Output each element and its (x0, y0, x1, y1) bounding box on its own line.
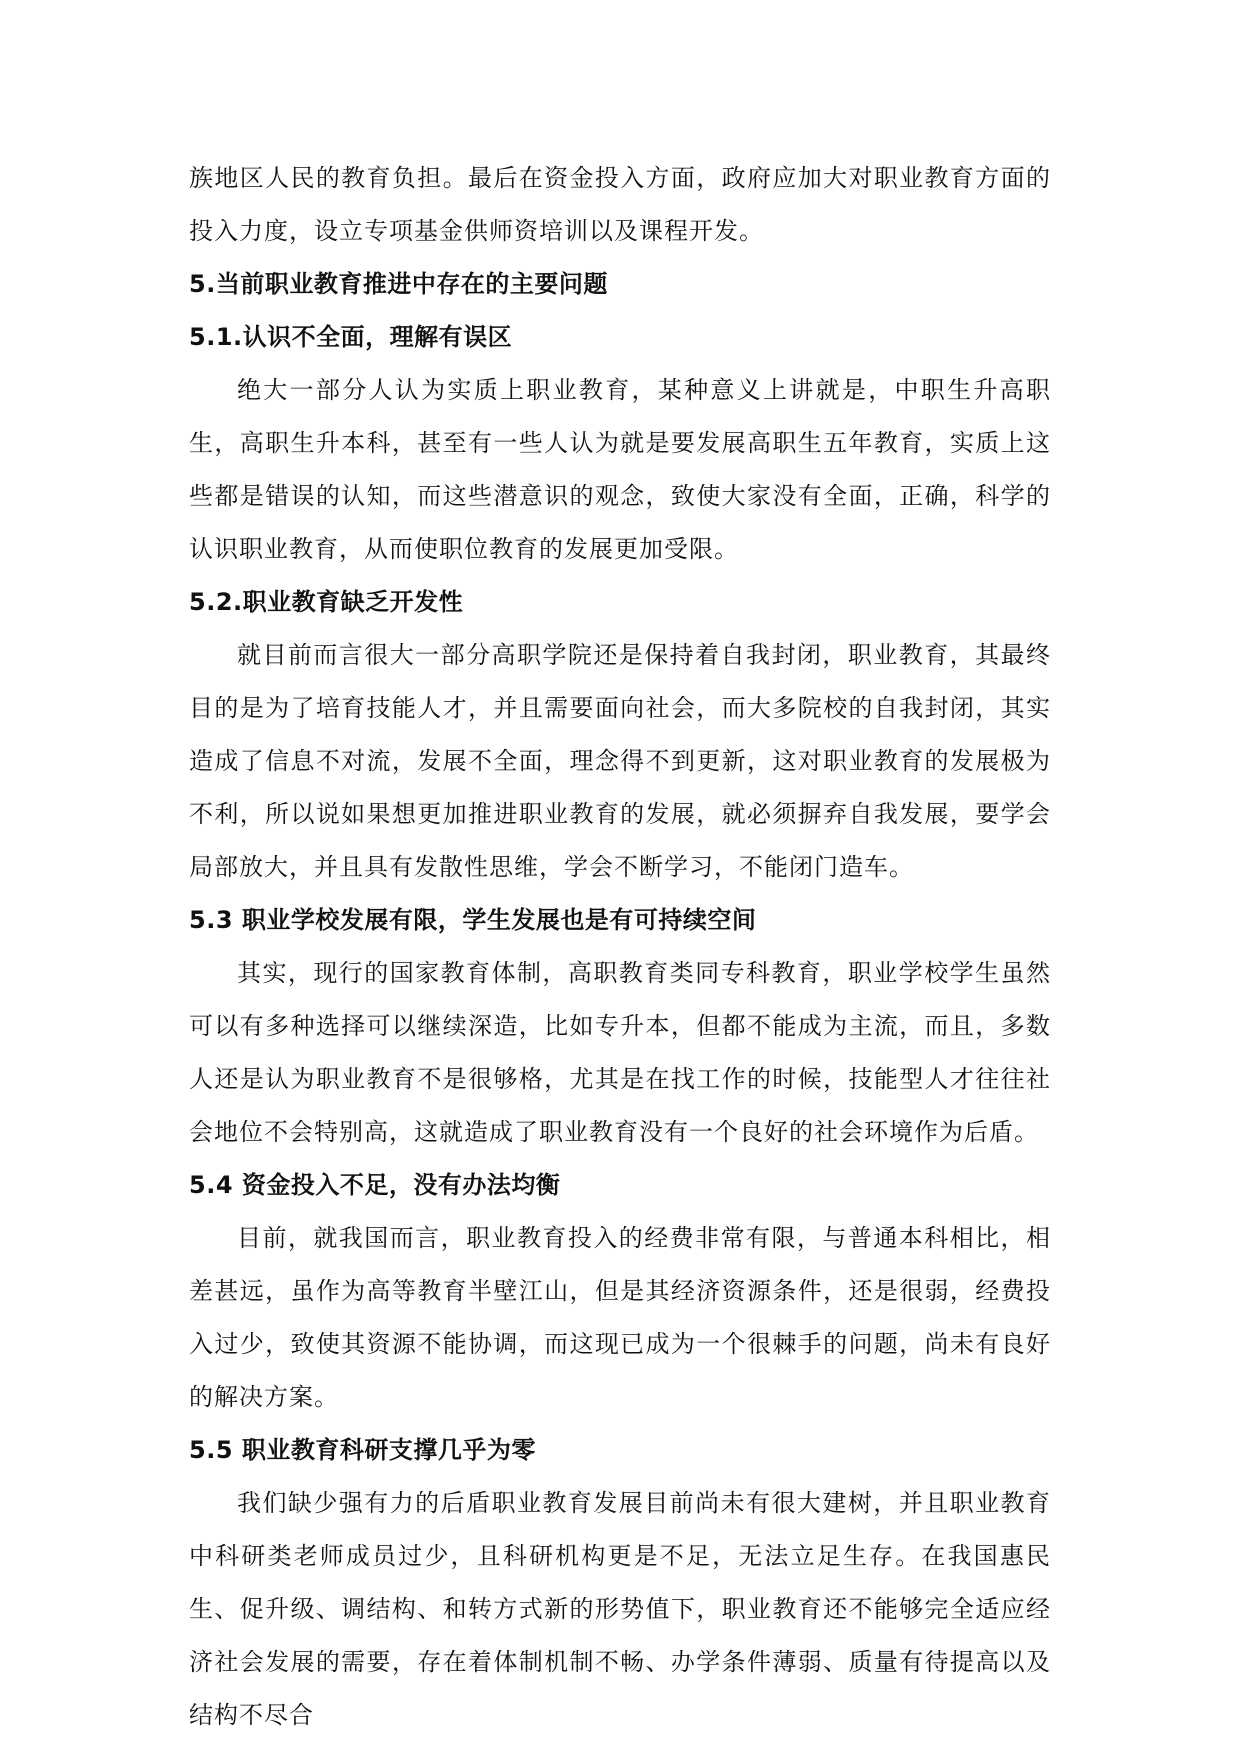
section-heading-5: 5.当前职业教育推进中存在的主要问题 (189, 270, 608, 298)
subsection-heading-5-4: 5.4 资金投入不足，没有办法均衡 (189, 1171, 561, 1199)
subsection-heading-5-3: 5.3 职业学校发展有限，学生发展也是有可持续空间 (189, 906, 757, 934)
subsection-heading-5-5: 5.5 职业教育科研支撑几乎为零 (189, 1436, 536, 1464)
paragraph-5-3: 其实，现行的国家教育体制，高职教育类同专科教育，职业学校学生虽然可以有多种选择可以继续深造，比如专升本，但都不能成为主流，而且，多数人还是认为职业教育不是很够格，尤其是在找工作的时候，技能型人才往往社会地位不会特别高，这就造成了职业教育没有一个良好的社会环境作为后盾。 (189, 959, 1051, 1146)
paragraph-5-2: 就目前而言很大一部分高职学院还是保持着自我封闭，职业教育，其最终目的是为了培育技能人才，并且需要面向社会，而大多院校的自我封闭，其实造成了信息不对流，发展不全面，理念得不到更新，这对职业教育的发展极为不利，所以说如果想更加推进职业教育的发展，就必须摒弃自我发展，要学会局部放大，并且具有发散性思维，学会不断学习，不能闭门造车。 (189, 641, 1051, 881)
paragraph-5-1: 绝大一部分人认为实质上职业教育，某种意义上讲就是，中职生升高职生，高职生升本科，甚至有一些人认为就是要发展高职生五年教育，实质上这些都是错误的认知，而这些潜意识的观念，致使大家没有全面，正确，科学的认识职业教育，从而使职位教育的发展更加受限。 (189, 376, 1051, 563)
paragraph-5-4: 目前，就我国而言，职业教育投入的经费非常有限，与普通本科相比，相差甚远，虽作为高等教育半壁江山，但是其经济资源条件，还是很弱，经费投入过少，致使其资源不能协调，而这现已成为一个很棘手的问题，尚未有良好的解决方案。 (189, 1224, 1051, 1411)
document-body (189, 152, 1051, 1742)
subsection-heading-5-2: 5.2.职业教育缺乏开发性 (189, 588, 464, 616)
subsection-heading-5-1: 5.1.认识不全面，理解有误区 (189, 323, 513, 351)
paragraph-5-5: 我们缺少强有力的后盾职业教育发展目前尚未有很大建树，并且职业教育中科研类老师成员过少，且科研机构更是不足，无法立足生存。在我国惠民生、促升级、调结构、和转方式新的形势值下，职业教育还不能够完全适应经济社会发展的需要，存在着体制机制不畅、办学条件薄弱、质量有待提高以及结构不尽合 (189, 1489, 1051, 1729)
paragraph-intro-continuation: 族地区人民的教育负担。最后在资金投入方面，政府应加大对职业教育方面的投入力度，设立专项基金供师资培训以及课程开发。 (189, 164, 1051, 245)
